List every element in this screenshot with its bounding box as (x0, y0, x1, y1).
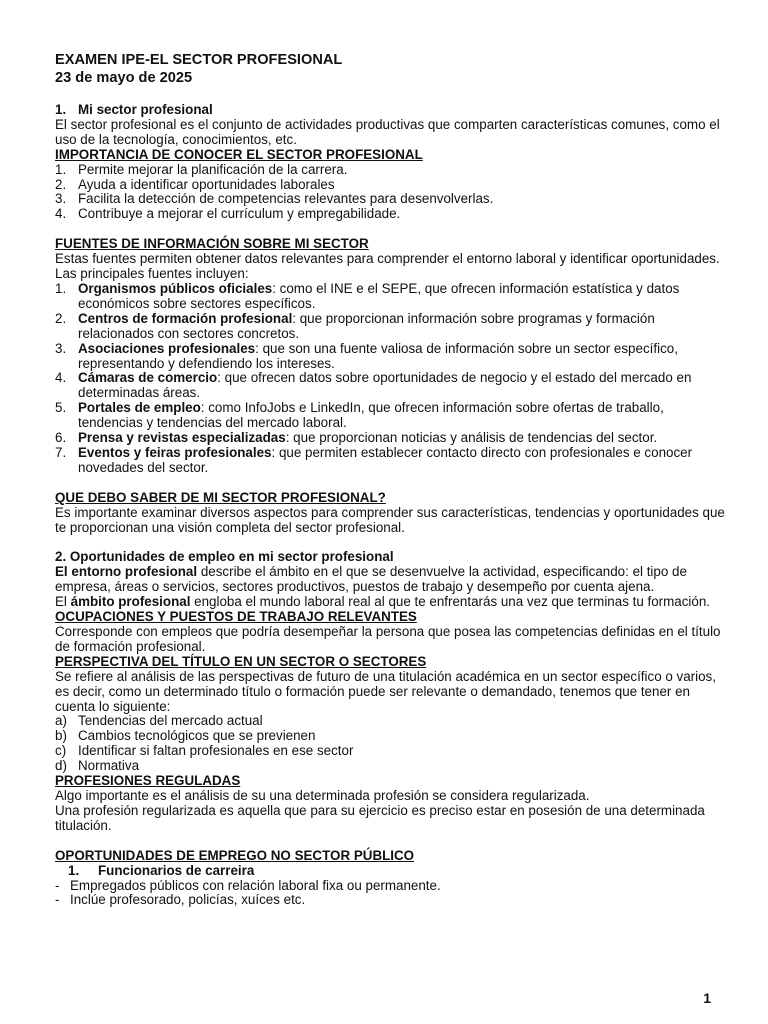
list-item (55, 192, 728, 207)
list-text: Cambios tecnológicos que se previenen (78, 728, 316, 744)
reguladas-heading: PROFESIONES REGULADAS (55, 773, 241, 789)
list-marker: 7. (55, 444, 67, 460)
ambito-paragraph (55, 595, 728, 610)
list-text: Inclúe profesorado, policías, xuíces etc. (70, 892, 306, 908)
list-marker: c) (55, 743, 67, 759)
list-body (78, 282, 728, 312)
list-term: Eventos y feiras profesionales (78, 444, 272, 460)
list-text: : que permiten establecer contacto directo con profesionales e conocer novedades del sector. (78, 444, 693, 475)
list-body (78, 446, 728, 476)
publico-heading: OPORTUNIDADES DE EMPREGO NO SECTOR PÚBLICO (55, 847, 415, 863)
perspectiva-list (55, 714, 728, 774)
section-1-intro: El sector profesional es el conjunto de actividades productivas que comparten características comunes, como el uso de la tecnología, conocimientos, etc. (55, 116, 720, 147)
list-marker: a) (55, 713, 67, 729)
list-term: Organismos públicos oficiales (78, 280, 273, 296)
subheading-title: Funcionarios de carreira (98, 862, 255, 878)
list-term: Centros de formación profesional (78, 310, 293, 326)
sources-heading: FUENTES DE INFORMACIÓN SOBRE MI SECTOR (55, 236, 369, 252)
reguladas-text-2: Una profesión regularizada es aquella que para su ejercicio es preciso estar en posesión de una determinada titulación. (55, 802, 705, 833)
list-marker: 2. (55, 176, 67, 192)
list-text: : que ofrecen datos sobre oportunidades de negocio y el estado del mercado en determinadas áreas. (78, 370, 692, 401)
section-2-heading: 2. Oportunidades de empleo en mi sector profesional (55, 549, 394, 565)
ocupaciones-text: Corresponde con empleos que podría desempeñar la persona que posea las competencias definidas en el título de formación profesional. (55, 624, 721, 654)
ambito-text: engloba el mundo laboral real al que te enfrentarás una vez que terminas tu formación. (190, 594, 711, 610)
list-text: : que proporcionan noticias y análisis de tendencias del sector. (285, 430, 658, 446)
list-marker: 1. (55, 280, 67, 296)
list-text: : como el INE e el SEPE, que ofrecen información estatística y datos económicos sobre sectores específicos. (78, 280, 680, 311)
list-item (55, 163, 728, 178)
list-item (55, 342, 728, 372)
perspectiva-heading: PERSPECTIVA DEL TÍTULO EN UN SECTOR O SECTORES (55, 653, 427, 669)
list-marker: d) (55, 758, 67, 774)
section-1-heading (55, 103, 728, 118)
list-term: Asociaciones profesionales (78, 340, 256, 356)
list-marker: 1. (55, 161, 67, 177)
list-text: Contribuye a mejorar el currículum y empregabilidade. (78, 206, 401, 222)
list-item (55, 312, 728, 342)
perspectiva-text: Se refiere al análisis de las perspectivas de futuro de una titulación académica en un sector específico o varios, es decir, como un determinado título o formación puede ser relevante o demandado, tenemos que tener en cuenta lo siguiente: (55, 668, 716, 714)
list-item (55, 714, 728, 729)
know-heading: QUE DEBO SABER DE MI SECTOR PROFESIONAL? (55, 489, 386, 505)
list-body (78, 371, 728, 401)
ocupaciones-heading: OCUPACIONES Y PUESTOS DE TRABAJO RELEVANTES (55, 609, 417, 625)
list-marker: 2. (55, 310, 67, 326)
list-text: Facilita la detección de competencias relevantes para desenvolverlas. (78, 191, 494, 207)
list-term: Portales de empleo (78, 400, 201, 416)
list-item (55, 282, 728, 312)
document-title: EXAMEN IPE-EL SECTOR PROFESIONAL (55, 52, 343, 68)
subheading-number: 1. (68, 862, 80, 878)
list-item (55, 744, 728, 759)
list-item (55, 401, 728, 431)
list-term: Cámaras de comercio (78, 370, 218, 386)
list-text: : que proporcionan información sobre programas y formación relacionados con sectores concretos. (78, 310, 655, 341)
entorno-text: describe el ámbito en el que se desenvuelve la actividad, especificando: el tipo de empresa, áreas o servicios, sectores productivos, puestos de trabajo y desempeño por cuenta ajena. (55, 564, 687, 595)
list-marker: 4. (55, 206, 67, 222)
list-text: Identificar si faltan profesionales en ese sector (78, 743, 354, 759)
list-item (55, 371, 728, 401)
list-body (78, 312, 728, 342)
list-text: Empregados públicos con relación laboral fixa ou permanente. (70, 877, 441, 893)
list-item (55, 759, 728, 774)
list-marker: 3. (55, 340, 67, 356)
list-text: : como InfoJobs e LinkedIn, que ofrecen información sobre ofertas de traballo, tendencias y tendencias del mercado laboral. (78, 400, 664, 431)
list-text: Permite mejorar la planificación de la carrera. (78, 161, 348, 177)
list-marker: 6. (55, 430, 67, 446)
entorno-term: El entorno profesional (55, 564, 198, 580)
list-item (55, 178, 728, 193)
sources-intro: Estas fuentes permiten obtener datos relevantes para comprender el entorno laboral y identificar oportunidades. Las principales fuentes incluyen: (55, 251, 720, 282)
list-marker: 5. (55, 400, 67, 416)
list-body (78, 431, 728, 446)
list-item (55, 207, 728, 222)
sources-list (55, 282, 728, 476)
list-item (55, 879, 728, 894)
list-item (55, 729, 728, 744)
dash-marker: - (55, 877, 60, 893)
entorno-paragraph (55, 565, 728, 595)
publico-list (55, 879, 728, 909)
list-term: Prensa y revistas especializadas (78, 430, 286, 446)
list-marker: 3. (55, 191, 67, 207)
list-item (55, 446, 728, 476)
reguladas-text-1: Algo importante es el análisis de su una determinada profesión se considera regularizada. (55, 787, 590, 803)
dash-marker: - (55, 892, 60, 908)
list-item (55, 893, 728, 908)
document-date: 23 de mayo de 2025 (55, 69, 193, 86)
page-number: 1 (703, 990, 711, 1006)
list-marker: b) (55, 728, 67, 744)
list-body (78, 401, 728, 431)
section-number: 1. (55, 102, 67, 117)
list-body (78, 342, 728, 372)
know-text: Es importante examinar diversos aspectos para comprender sus características, tendencias y oportunidades que te proporcionan una visión completa del sector profesional. (55, 504, 725, 535)
list-item (55, 431, 728, 446)
list-marker: 4. (55, 370, 67, 386)
list-text: Normativa (78, 758, 140, 774)
list-text: : que son una fuente valiosa de información sobre un sector específico, representando y defendiendo los intereses. (78, 340, 678, 371)
list-text: Ayuda a identificar oportunidades laborales (78, 176, 335, 192)
importance-heading: IMPORTANCIA DE CONOCER EL SECTOR PROFESIONAL (55, 146, 423, 162)
list-text: Tendencias del mercado actual (78, 713, 263, 729)
ambito-term: ámbito profesional (70, 594, 191, 610)
section-title: Mi sector profesional (78, 102, 213, 117)
ambito-prefix: El (55, 594, 71, 610)
publico-subheading (55, 864, 728, 879)
importance-list (55, 163, 728, 223)
